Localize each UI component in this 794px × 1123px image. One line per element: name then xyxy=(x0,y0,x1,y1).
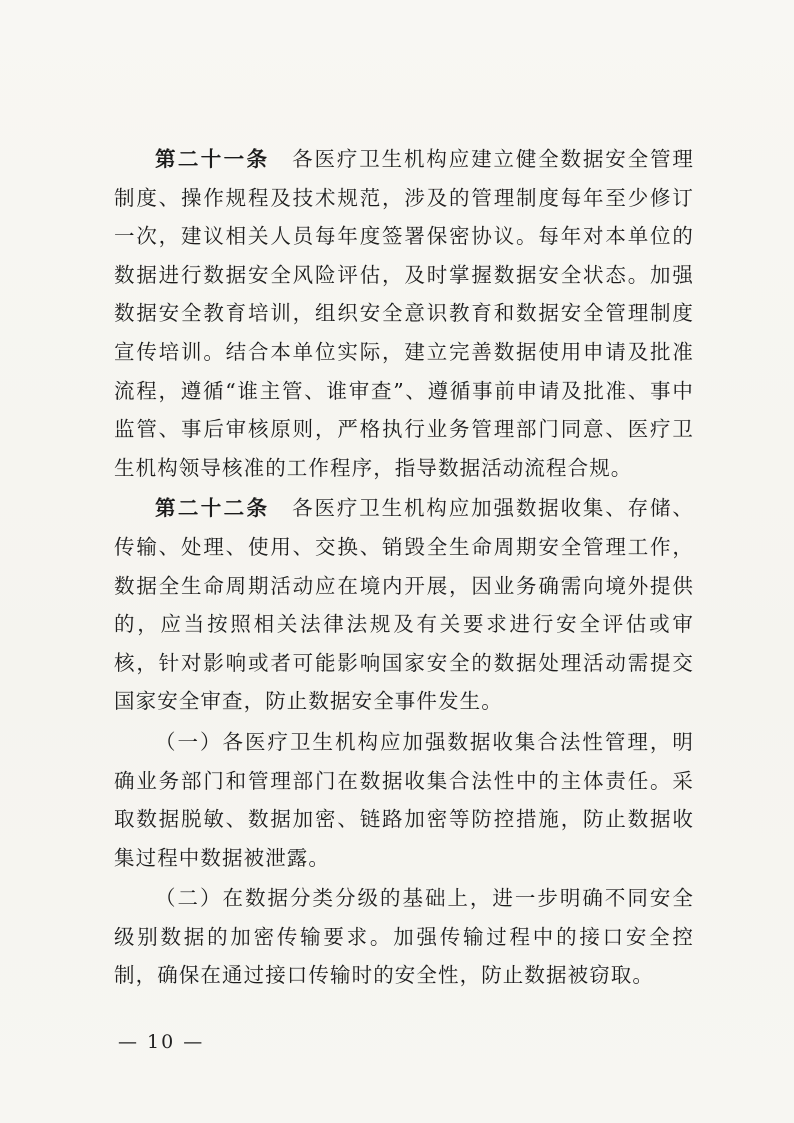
paragraph-item-1 xyxy=(114,723,694,877)
document-body xyxy=(114,140,694,995)
paragraph-article-21 xyxy=(114,140,694,487)
paragraph-item-2 xyxy=(114,879,694,995)
article-21-label: 第二十一条 xyxy=(155,147,270,171)
item-2-text: （二）在数据分类分级的基础上，进一步明确不同安全级别数据的加密传输要求。加强传输过程中的接口安全控制，确保在通过接口传输时的安全性，防止数据被窃取。 xyxy=(114,886,694,988)
article-22-text: 各医疗卫生机构应加强数据收集、存储、传输、处理、使用、交换、销毁全生命周期安全管理工作，数据全生命周期活动应在境内开展，因业务确需向境外提供的，应当按照相关法律法规及有关要求进行安全评估或审核，针对影响或者可能影响国家安全的数据处理活动需提交国家安全审查，防止数据安全事件发生。 xyxy=(114,496,695,714)
item-1-text: （一）各医疗卫生机构应加强数据收集合法性管理，明确业务部门和管理部门在数据收集合法性中的主体责任。采取数据脱敏、数据加密、链路加密等防控措施，防止数据收集过程中数据被泄露。 xyxy=(114,729,694,870)
paragraph-article-22 xyxy=(114,489,694,721)
article-21-text: 各医疗卫生机构应建立健全数据安全管理制度、操作规程及技术规范，涉及的管理制度每年至少修订一次，建议相关人员每年度签署保密协议。每年对本单位的数据进行数据安全风险评估，及时掌握数据安全状态。加强数据安全教育培训，组织安全意识教育和数据安全管理制度宣传培训。结合本单位实际，建立完善数据使用申请及批准流程，遵循“谁主管、谁审查”、遵循事前申请及批准、事中监管、事后审核原则，严格执行业务管理部门同意、医疗卫生机构领导核准的工作程序，指导数据活动流程合规。 xyxy=(114,147,695,480)
article-22-label: 第二十二条 xyxy=(155,496,270,521)
page-number: — 10 — xyxy=(118,1031,205,1053)
